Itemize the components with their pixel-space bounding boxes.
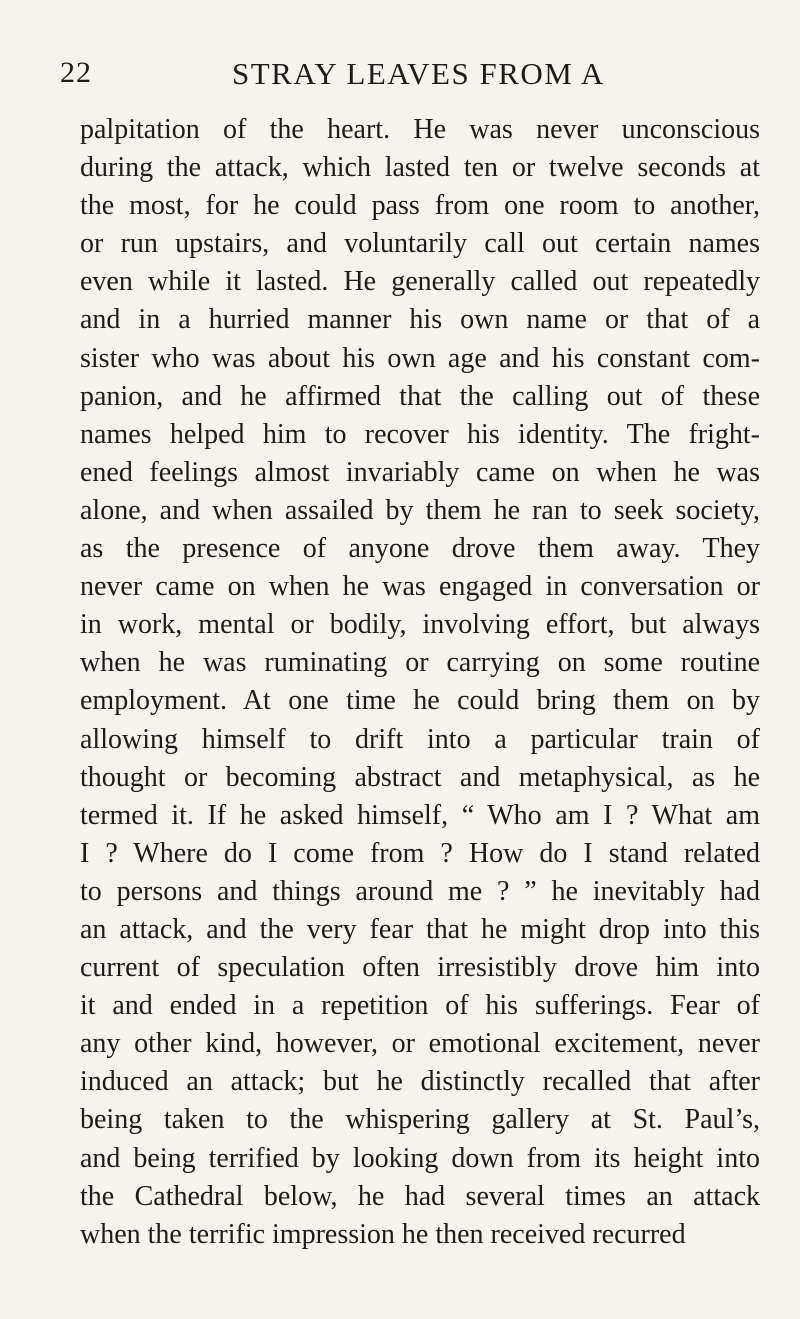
- text-line: thought or becoming abstract and metaphysical, as he: [80, 761, 760, 793]
- text-line: sister who was about his own age and his constant com-: [80, 342, 760, 374]
- text-line: the Cathedral below, he had several times an attack: [80, 1180, 760, 1212]
- text-line: when the terrific impression he then received recurred: [80, 1218, 686, 1250]
- text-line: during the attack, which lasted ten or twelve seconds at: [80, 152, 760, 184]
- text-line: palpitation of the heart. He was never unconscious: [80, 114, 760, 145]
- text-line: alone, and when assailed by them he ran to seek society,: [80, 494, 760, 526]
- text-line: panion, and he affirmed that the calling out of these: [80, 380, 760, 412]
- text-line: never came on when he was engaged in conversation or: [80, 571, 760, 603]
- text-line: when he was ruminating or carrying on some routine: [80, 647, 760, 679]
- text-line: even while it lasted. He generally called out repeatedly: [80, 266, 760, 298]
- text-line: an attack, and the very fear that he might drop into this: [80, 913, 760, 945]
- text-line: the most, for he could pass from one room to another,: [80, 190, 760, 222]
- text-line: current of speculation often irresistibly drove him into: [80, 952, 760, 984]
- text-line: being taken to the whispering gallery at St. Paul’s,: [80, 1104, 760, 1136]
- text-line: to persons and things around me ? ” he inevitably had: [80, 875, 760, 907]
- text-line: or run upstairs, and voluntarily call out certain names: [80, 228, 760, 260]
- text-line: as the presence of anyone drove them away. They: [80, 533, 760, 565]
- body-text: [80, 111, 760, 1254]
- text-line: allowing himself to drift into a particular train of: [80, 723, 760, 755]
- text-line: termed it. If he asked himself, “ Who am I ? What am: [80, 799, 760, 831]
- text-line: and being terrified by looking down from its height into: [80, 1142, 760, 1174]
- text-line: ened feelings almost invariably came on when he was: [80, 456, 760, 488]
- running-head: [60, 56, 760, 106]
- text-line: and in a hurried manner his own name or that of a: [80, 304, 760, 336]
- text-line: any other kind, however, or emotional excitement, never: [80, 1028, 760, 1060]
- text-line: names helped him to recover his identity. The fright-: [80, 418, 760, 450]
- text-line: in work, mental or bodily, involving effort, but always: [80, 609, 760, 641]
- text-line: employment. At one time he could bring them on by: [80, 685, 760, 717]
- text-line: induced an attack; but he distinctly recalled that after: [80, 1066, 760, 1098]
- text-line: I ? Where do I come from ? How do I stand related: [80, 837, 760, 869]
- running-title: STRAY LEAVES FROM A: [232, 56, 605, 91]
- page-number: 22: [60, 56, 92, 89]
- text-line: it and ended in a repetition of his sufferings. Fear of: [80, 990, 760, 1022]
